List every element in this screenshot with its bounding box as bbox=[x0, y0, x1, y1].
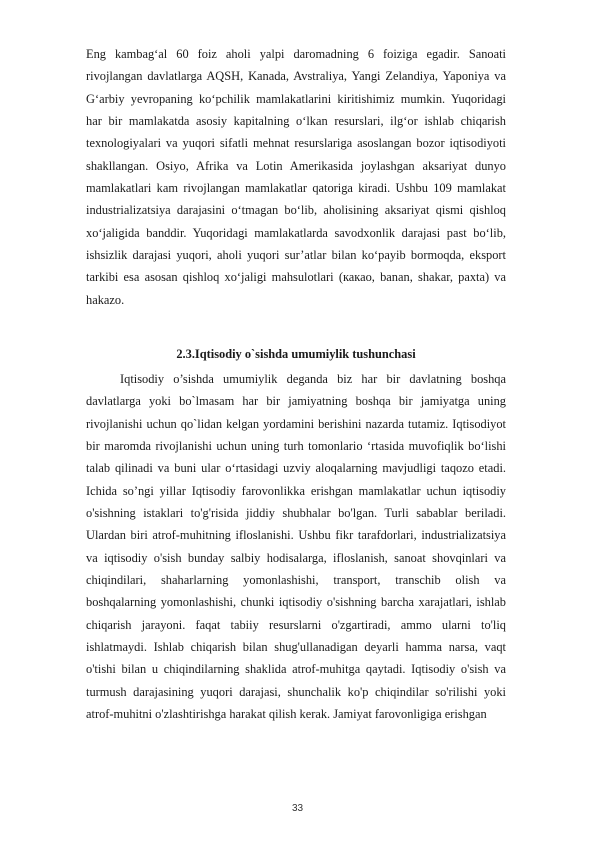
body-paragraph-2: Iqtisodiy o’sishda umumiylik deganda biz har bir davlatning boshqa davlatlarga yoki bo`lmasam har bir jamiyatning boshqa bir jamiyatga uning rivojlanishi uchun qo`lidan kelgan yordamini berishini nazarda tutamiz. Iqtisodiyot bir maromda rivojlanishi uchun uning turh tomonlario ‘rtasida muvofiqlik bo‘lishi talab qilinadi va buni ular o‘rtasidagi uzviy aloqalarning mavjudligi taqozo etadi. Ichida so’ngi yillar Iqtisodiy farovonlikka erishgan mamlakatlar uchun iqtisodiy o'sishning istaklari to'g'risida jiddiy shubhalar bo'lgan. Turli sabablar beriladi. Ulardan biri atrof-muhitning ifloslanishi. Ushbu fikr tarafdorlari, industrializatsiya va iqtisodiy o'sish bunday salbiy hodisalarga, ifloslanish, sanoat shovqinlari va chiqindilari, shaharlarning yomonlashishi, transport, transchib olish va boshqalarning yomonlashishi, chunki iqtisodiy o'sishning barcha xarajatlari, ishlab chiqarish jarayoni. faqat tabiiy resurslarni o'zgartiradi, ammo ularni to'liq ishlatmaydi. Ishlab chiqarish bilan shug'ullanadigan deyarli hamma narsa, vaqt o'tishi bilan u chiqindilarning shaklida atrof-muhitga qaytadi. Iqtisodiy o'sish va turmush darajasining yuqori darajasi, shunchalik ko'p chiqindilar so'rilishi yoki atrof-muhitni o'zlashtirishga harakat qilish kerak. Jamiyat farovonligiga erishgan bbox=[86, 372, 506, 722]
body-paragraph-1: Eng kambag‘al 60 foiz aholi yalpi daromadning 6 foiziga egadir. Sanoati rivojlangan davlatlarga AQSH, Kanada, Avstraliya, Yangi Zelandiya, Yaponiya va G‘arbiy yevropaning ko‘pchilik mamlakatlarini kiritishimiz mumkin. Yuqoridagi har bir mamlakatda asosiy kapitalning o‘lkan resurslari, ilg‘or ishlab chiqarish texnologiyalari va yuqori sifatli mehnat resurslariga asoslangan bozor iqtisodiyoti shakllangan. Osiyo, Afrika va Lotin Amerikasida joylashgan aksariyat dunyo mamlakatlari kam rivojlangan mamlakatlar qatoriga kiradi. Ushbu 109 mamlakat industrializatsiya darajasini o‘tmagan bo‘lib, aholisining aksariyat qismi qishloq xo‘jaligida banddir. Yuqoridagi mamlakatlarda savodxonlik darajasi past bo‘lib, ishsizlik darajasi yuqori, aholi yuqori sur’atlar bilan ko‘payib bormoqda, eksport tarkibi esa asosan qishloq xo‘jaligi mahsulotlari (какао, banan, shakar, paxta) va hakazo. bbox=[86, 47, 506, 307]
page-number: 33 bbox=[291, 803, 304, 814]
section-heading: 2.3.Iqtisodiy o`sishda umumiylik tushunchasi bbox=[176, 347, 416, 361]
